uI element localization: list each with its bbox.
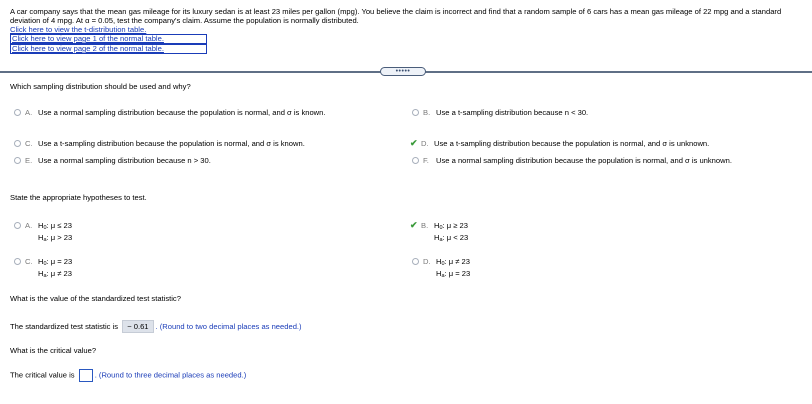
alt-hypothesis: μ ≠ 23 [50,269,72,278]
checkmark-icon: ✔ [410,220,418,230]
t-distribution-table-link[interactable]: Click here to view the t-distribution table. [10,25,147,34]
q2-option-d[interactable]: D. $H_0$: μ ≠ 23 $H_a$: μ = 23 [412,257,612,281]
normal-table-page2-link[interactable]: Click here to view page 2 of the normal table. [10,44,207,54]
question-critical-value: What is the critical value? [10,346,97,355]
rounding-hint: . (Round to three decimal places as needed.) [94,370,247,380]
radio-button[interactable] [14,258,21,265]
q1-option-f[interactable]: F. Use a normal sampling distribution because the population is normal, and σ is unknown. [412,156,782,165]
alt-hypothesis: μ > 23 [50,233,73,242]
q2-option-c[interactable]: C. $H_0$: μ = 23 $H_a$: μ ≠ 23 [14,257,214,281]
alt-hypothesis: μ < 23 [446,233,469,242]
radio-button[interactable] [14,157,21,164]
question-hypotheses: State the appropriate hypotheses to test. [10,193,147,202]
q2-option-a[interactable]: A. $H_0$: μ ≤ 23 $H_a$: μ > 23 [14,221,214,245]
normal-table-page1-link[interactable]: Click here to view page 1 of the normal table. [10,34,207,44]
null-hypothesis: μ ≥ 23 [446,221,468,230]
radio-button[interactable] [412,109,419,116]
alt-hypothesis: μ = 23 [448,269,471,278]
null-hypothesis: μ = 23 [50,257,73,266]
q1-option-a[interactable]: A. Use a normal sampling distribution because the population is normal, and σ is known. [14,108,384,117]
q2-option-b[interactable]: ✔ B. $H_0$: μ ≥ 23 $H_a$: μ < 23 [410,220,469,243]
radio-button[interactable] [14,140,21,147]
radio-button[interactable] [412,258,419,265]
problem-text: A car company says that the mean gas mileage for its luxury sedan is at least 23 miles per gallon (mpg). You believe the claim is incorrect and find that a random sample of 6 cars has a mean gas mileage of 22 mpg and a standard deviation of 4 mpg. At α = 0.05, test the company's claim. Assume the population is normally distributed. [10,7,782,25]
problem-statement [10,7,805,54]
rounding-hint: . (Round to two decimal places as needed.) [155,322,302,331]
question-test-statistic: What is the value of the standardized test statistic? [10,294,181,303]
null-hypothesis: μ ≠ 23 [448,257,470,266]
null-hypothesis: μ ≤ 23 [50,221,72,230]
critical-value-answer-line: The critical value is . (Round to three decimal places as needed.) [10,369,246,382]
q1-option-b[interactable]: B. Use a t-sampling distribution because n < 30. [412,108,802,117]
radio-button[interactable] [412,157,419,164]
radio-button[interactable] [14,222,21,229]
q1-option-c[interactable]: C. Use a t-sampling distribution because the population is normal, and σ is known. [14,139,404,148]
q1-option-e[interactable]: E. Use a normal sampling distribution because n > 30. [14,156,384,165]
radio-button[interactable] [14,109,21,116]
test-statistic-answer: − 0.61 [122,320,153,333]
checkmark-icon: ✔ [410,138,418,148]
test-statistic-answer-line: The standardized test statistic is − 0.61 . (Round to two decimal places as needed.) [10,322,302,331]
question-sampling-distribution: Which sampling distribution should be used and why? [10,82,191,91]
q1-option-d[interactable]: ✔ D. Use a t-sampling distribution because the population is normal, and σ is unknown. [410,138,710,148]
critical-value-input[interactable] [79,369,93,382]
divider-handle[interactable]: ••••• [380,67,426,76]
